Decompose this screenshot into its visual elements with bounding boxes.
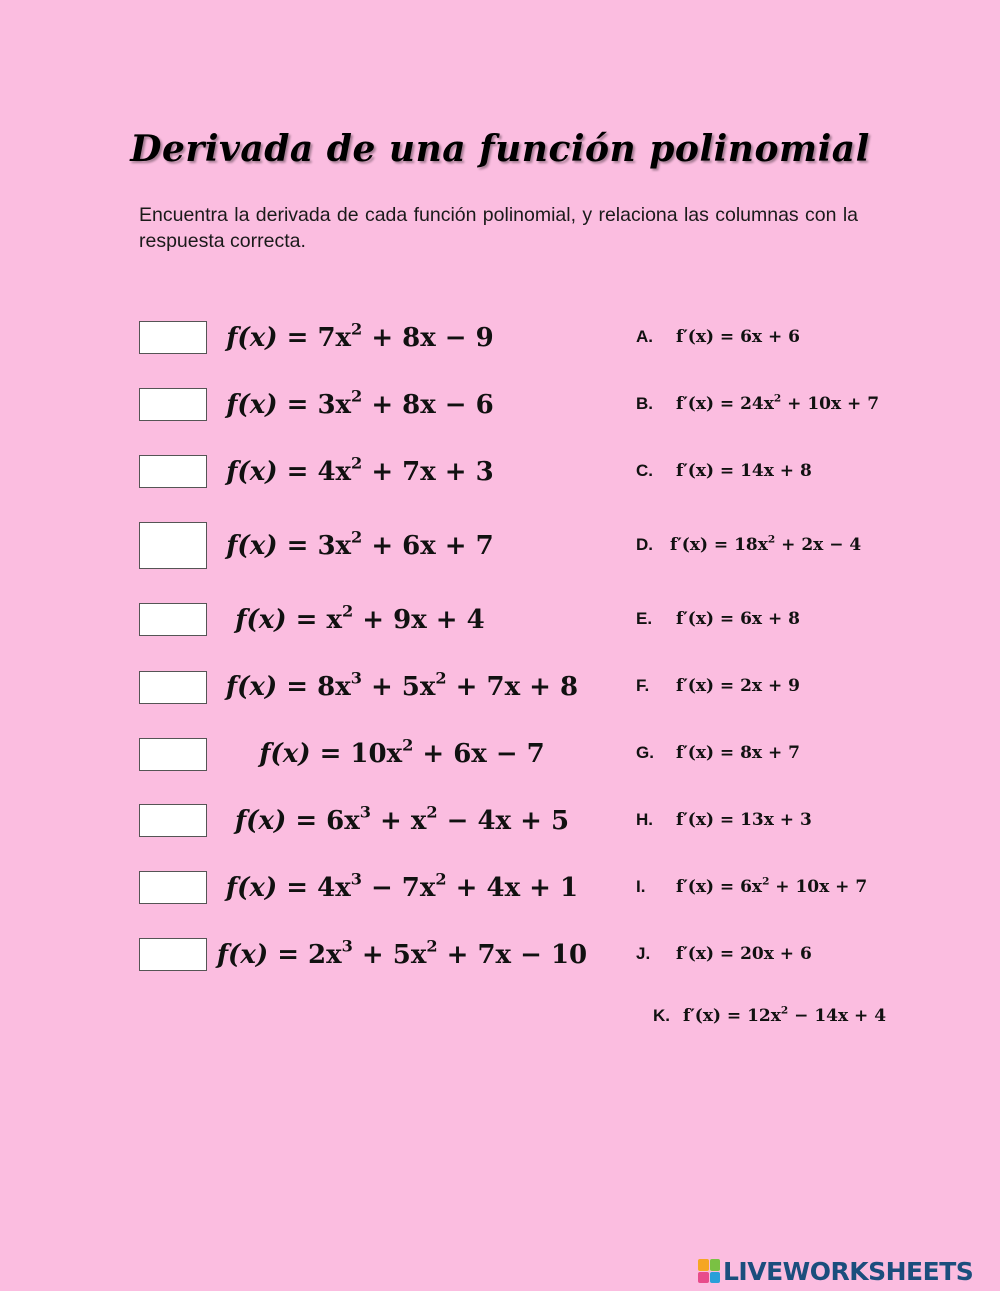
option-b: B. $f'(x) = 24x^2 + 10x + 7$: [636, 392, 880, 414]
function-10: $f(x) = 2x^3 + 5x^2 + 7x - 10$: [216, 936, 588, 970]
option-d: D. $f'(x) = 18x^2 + 2x - 4$: [636, 533, 862, 555]
liveworksheets-logo: [698, 1258, 973, 1284]
function-5: $f(x) = x^2 + 9x + 4$: [235, 601, 485, 635]
answer-box-6[interactable]: [139, 671, 207, 704]
function-4: $f(x) = 3x^2 + 6x + 7$: [226, 527, 494, 561]
option-f: F. f′(x) = 2x + 9: [636, 676, 800, 696]
answer-box-10[interactable]: [139, 938, 207, 971]
option-j: J. f′(x) = 20x + 6: [636, 944, 812, 964]
function-2: $f(x) = 3x^2 + 8x - 6$: [226, 386, 494, 420]
function-7: $f(x) = 10x^2 + 6x - 7$: [259, 735, 545, 769]
instructions: Encuentra la derivada de cada función polinomial, y relaciona las columnas con la respuesta correcta.: [139, 204, 858, 252]
answer-box-9[interactable]: [139, 871, 207, 904]
option-h: H. f′(x) = 13x + 3: [636, 810, 812, 830]
answer-box-8[interactable]: [139, 804, 207, 837]
function-9: $f(x) = 4x^3 - 7x^2 + 4x + 1$: [225, 869, 579, 903]
option-g: G. f′(x) = 8x + 7: [636, 743, 800, 763]
function-8: $f(x) = 6x^3 + x^2 - 4x + 5$: [234, 802, 570, 836]
liveworksheets-mark-icon: [698, 1259, 720, 1283]
function-6: $f(x) = 8x^3 + 5x^2 + 7x + 8$: [225, 668, 579, 702]
function-1: $f(x) = 7x^2 + 8x - 9$: [226, 319, 494, 353]
option-i: I. $f'(x) = 6x^2 + 10x + 7$: [636, 875, 868, 897]
function-3: $f(x) = 4x^2 + 7x + 3$: [226, 453, 494, 487]
page-title: Derivada de una función polinomial: [130, 128, 870, 170]
answer-box-7[interactable]: [139, 738, 207, 771]
brand-name: LIVEWORKSHEETS: [723, 1256, 974, 1286]
option-e: E. f′(x) = 6x + 8: [636, 609, 800, 629]
option-a: A. f′(x) = 6x + 6: [636, 327, 800, 347]
option-k: K. $f'(x) = 12x^2 - 14x + 4$: [653, 1004, 887, 1026]
option-c: C. f′(x) = 14x + 8: [636, 461, 812, 481]
